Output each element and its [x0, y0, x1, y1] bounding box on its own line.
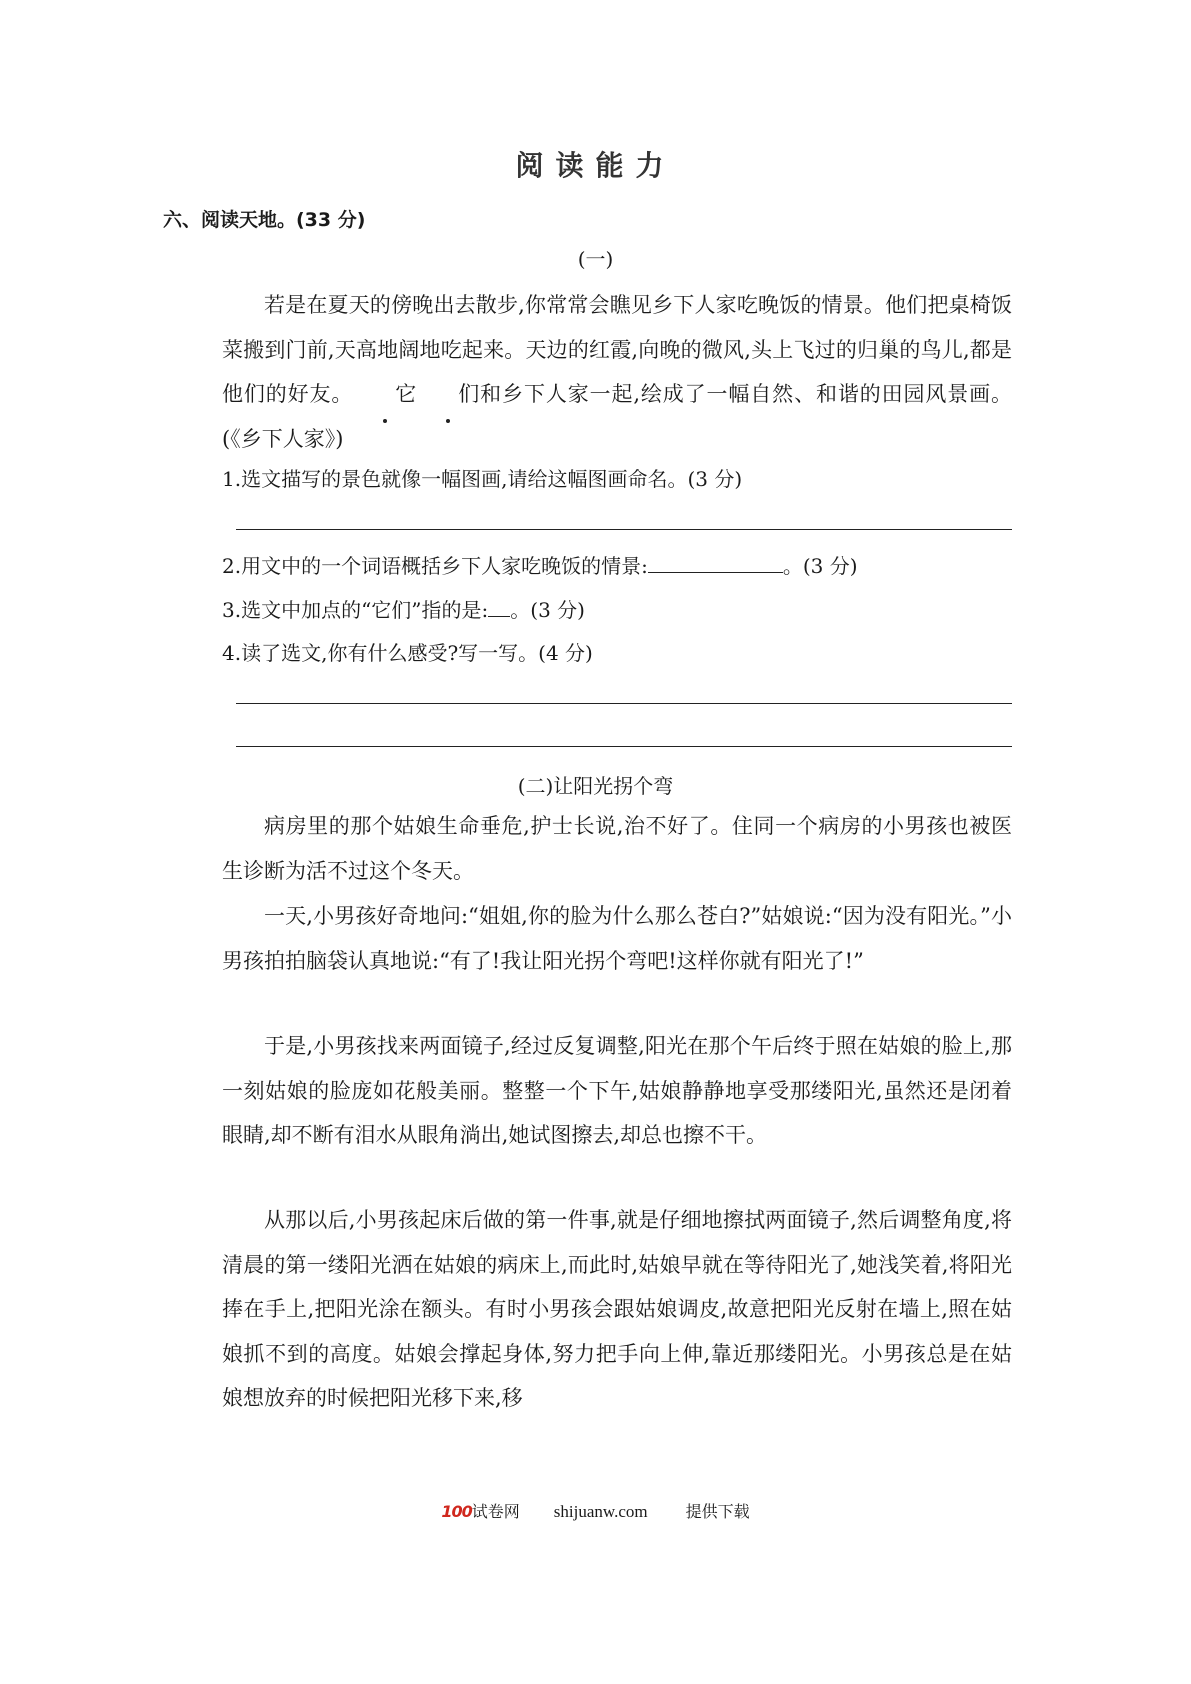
question-3-score: 。(3 分)	[510, 598, 585, 622]
question-heading: 六、阅读天地。(33 分)	[163, 209, 366, 231]
section-title: 阅读能力	[497, 140, 693, 188]
footer	[0, 1499, 1191, 1522]
site-logo-text: 试卷网	[471, 1502, 520, 1521]
question-4: 4.读了选文,你有什么感受?写一写。(4 分)	[222, 641, 593, 665]
answer-line-q4-1[interactable]	[236, 703, 1012, 704]
download-note: 提供下载	[685, 1502, 750, 1521]
passage2-heading: (二)让阳光拐个弯	[517, 774, 674, 798]
question-3-text: 3.选文中加点的“它们”指的是:	[222, 598, 489, 622]
dotted-char: 们	[416, 372, 479, 417]
answer-line-q1[interactable]	[236, 529, 1012, 530]
question-1: 1.选文描写的景色就像一幅图画,请给这幅图画命名。(3 分)	[222, 467, 743, 491]
passage2-paragraph-4: 从那以后,小男孩起床后做的第一件事,就是仔细地擦拭两面镜子,然后调整角度,将清晨的第一缕阳光洒在姑娘的病床上,而此时,姑娘早就在等待阳光了,她浅笑着,将阳光捧在手上,把阳光涂在额头。有时小男孩会跟姑娘调皮,故意把阳光反射在墙上,照在姑娘抓不到的高度。姑娘会撑起身体,努力把手向上伸,靠近那缕阳光。小男孩总是在姑娘想放弃的时候把阳光移下来,移	[222, 1208, 1012, 1410]
passage1-dotted-word	[353, 382, 479, 406]
answer-line-q4-2[interactable]	[236, 746, 1012, 747]
question-2-score: 。(3 分)	[782, 554, 858, 578]
site-url[interactable]: shijuanw.com	[553, 1502, 648, 1521]
section-title-banner	[0, 140, 1191, 188]
passage1-text-after: 和乡下人家一起,绘成了一幅自然、和谐的田园风景画。(《乡下人家》)	[222, 382, 1012, 451]
question-2	[222, 550, 858, 579]
answer-blank-q2[interactable]	[648, 554, 783, 573]
site-logo: 100	[441, 1502, 472, 1521]
passage1-text-before: 若是在夏天的傍晚出去散步,你常常会瞧见乡下人家吃晚饭的情景。他们把桌椅饭菜搬到门前,天高地阔地吃起来。天边的红霞,向晚的微风,头上飞过的归巢的鸟儿,都是他们的好友。	[222, 293, 1012, 406]
dotted-char: 它	[353, 372, 416, 417]
passage2-paragraph-2: 一天,小男孩好奇地问:“姐姐,你的脸为什么那么苍白?”姑娘说:“因为没有阳光。”小男孩拍拍脑袋认真地说:“有了!我让阳光拐个弯吧!这样你就有阳光了!”	[222, 904, 1012, 973]
passage2-paragraph-3: 于是,小男孩找来两面镜子,经过反复调整,阳光在那个午后终于照在姑娘的脸上,那一刻姑娘的脸庞如花般美丽。整整一个下午,姑娘静静地享受那缕阳光,虽然还是闭着眼睛,却不断有泪水从眼角淌出,她试图擦去,却总也擦不干。	[222, 1034, 1012, 1147]
passage2-paragraph-1: 病房里的那个姑娘生命垂危,护士长说,治不好了。住同一个病房的小男孩也被医生诊断为活不过这个冬天。	[222, 814, 1012, 883]
answer-blank-q3[interactable]	[488, 598, 510, 617]
question-2-text: 2.用文中的一个词语概括乡下人家吃晚饭的情景:	[222, 554, 648, 578]
passage1-heading: (一)	[577, 247, 614, 271]
passage1-paragraph	[222, 283, 1012, 461]
question-3	[222, 594, 585, 623]
